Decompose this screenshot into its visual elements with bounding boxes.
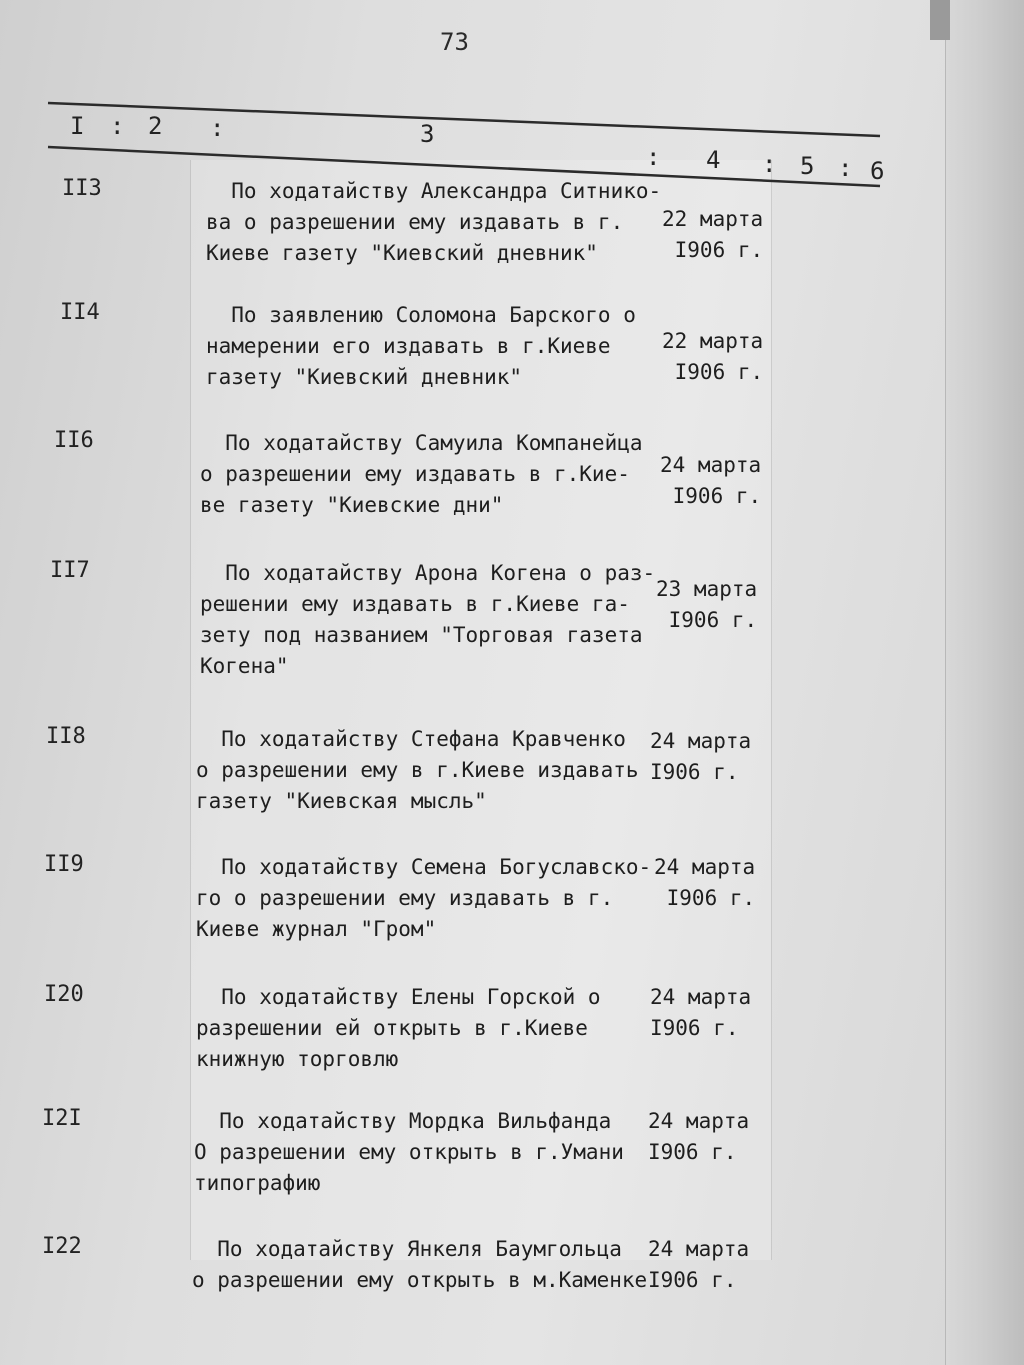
entry-number: II8 [46, 724, 86, 749]
entry-date: 24 марта I906 г. [650, 729, 752, 784]
column-separator: : [210, 114, 225, 142]
column-header-5: 5 [800, 152, 815, 180]
entry-number: II7 [50, 558, 90, 583]
column-separator: : [646, 143, 661, 171]
column-separator: : [762, 150, 777, 178]
entry-description: По ходатайству Мордка Вильфанда О разрешении ему открыть в г.Умани типографию [194, 1109, 624, 1195]
entry-description: По ходатайству Семена Богуславско- го о разрешении ему издавать в г. Киеве журнал "Гром" [196, 855, 652, 941]
entry-number: I2I [42, 1106, 82, 1131]
entry-date: 24 марта I906 г. [648, 1237, 750, 1292]
column-header-1: I [70, 112, 85, 140]
entry-date: 23 марта I906 г. [656, 577, 758, 632]
entry-date: 24 марта I906 г. [660, 453, 762, 508]
entry-number: II6 [54, 428, 94, 453]
column-header-3: 3 [420, 120, 435, 148]
entry-description: По ходатайству Арона Когена о раз- решении ему издавать в г.Киеве га- зету под названием "Торговая газета Когена" [200, 561, 656, 678]
entry-description: По ходатайству Елены Горской о разрешении ей открыть в г.Киеве книжную торговлю [196, 985, 601, 1071]
entry-description: По ходатайству Янкеля Баумгольца о разрешении ему открыть в м.Каменке [192, 1237, 648, 1292]
entry-date: 22 марта I906 г. [662, 329, 764, 384]
column-separator: : [838, 154, 853, 182]
entry-description: По ходатайству Самуила Компанейца о разрешении ему издавать в г.Кие- ве газету "Киевские дни" [200, 431, 643, 517]
entry-number: II4 [60, 300, 100, 325]
page-number: 73 [440, 28, 469, 56]
entry-description: По заявлению Соломона Барского о намерении его издавать в г.Киеве газету "Киевский дневник" [206, 303, 636, 389]
entry-date: 24 марта I906 г. [650, 985, 752, 1040]
entry-description: По ходатайству Стефана Кравченко о разрешении ему в г.Киеве издавать газету "Киевская мысль" [196, 727, 639, 813]
entry-number: I20 [44, 982, 84, 1007]
page-edge [945, 0, 1024, 1365]
column-separator: : [110, 112, 125, 140]
column-header-4: 4 [706, 146, 721, 174]
entry-number: II3 [62, 176, 102, 201]
header-rule-top [48, 103, 880, 136]
entry-number: I22 [42, 1234, 82, 1259]
entry-date: 24 марта I906 г. [654, 855, 756, 910]
entry-date: 24 марта I906 г. [648, 1109, 750, 1164]
column-header-6: 6 [870, 157, 885, 185]
entry-description: По ходатайству Александра Ситнико- ва о разрешении ему издавать в г. Киеве газету "Киевский дневник" [206, 179, 662, 265]
column-header-2: 2 [148, 112, 163, 140]
entry-number: II9 [44, 852, 84, 877]
entry-date: 22 марта I906 г. [662, 207, 764, 262]
